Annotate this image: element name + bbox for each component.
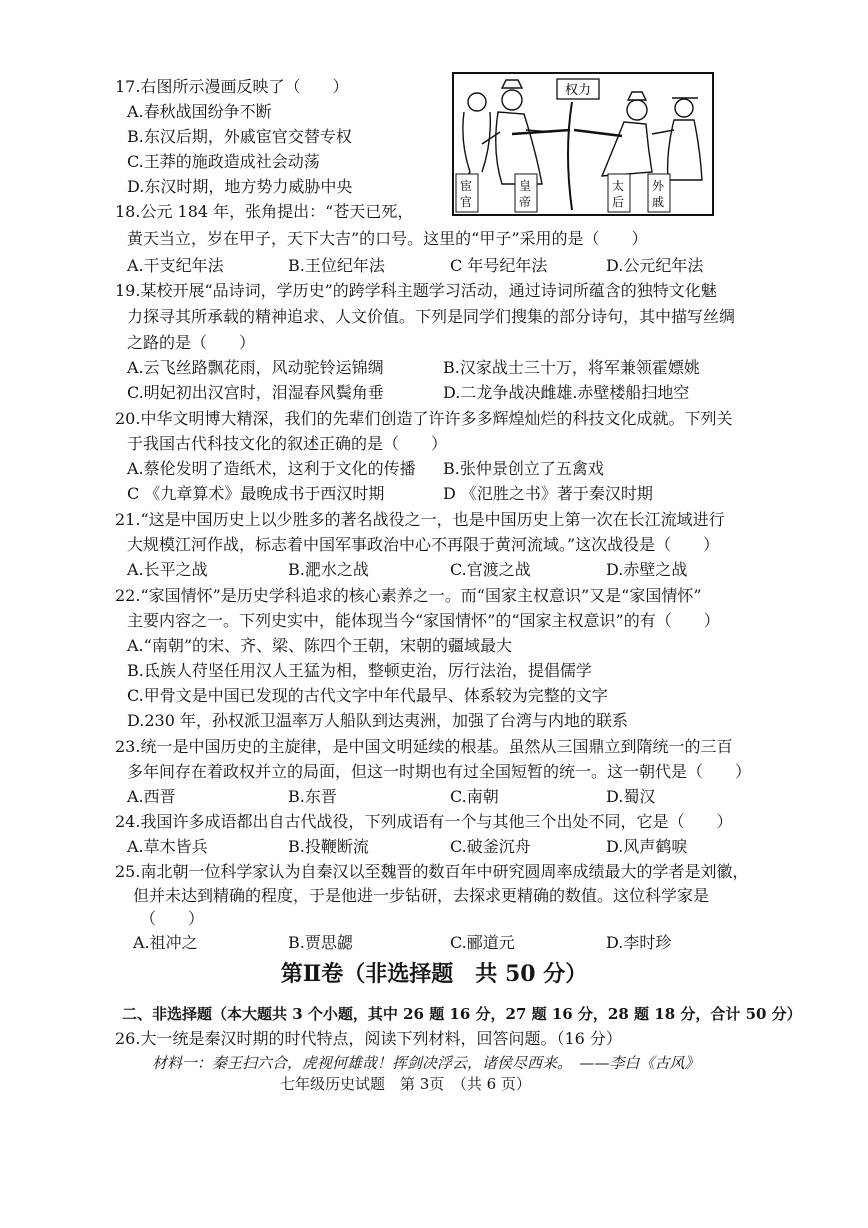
q18-line-1: 18.公元 184 年，张角提出：“苍天已死， (115, 202, 414, 221)
q17-option-a[interactable]: A.春秋战国纷争不断 (127, 102, 272, 121)
cartoon-label-power: 权力 (564, 83, 592, 98)
q20-line-1: 20.中华文明博大精深，我们的先辈们创造了许许多多辉煌灿烂的科技文化成就。下列关 (115, 409, 733, 428)
q19-line-3: 之路的是（ ） (127, 333, 256, 352)
q18-option-b[interactable]: B.王位纪年法 (288, 256, 385, 275)
q22-line-1: 22.“家国情怀”是历史学科追求的核心素养之一。而“国家主权意识”又是“家国情怀” (115, 586, 702, 605)
cartoon-label-emperor: 皇帝 (519, 179, 532, 209)
q20-option-a[interactable]: A.蔡伦发明了造纸术，这利于文化的传播 (127, 459, 416, 478)
q22-option-a[interactable]: A.“南朝”的宋、齐、梁、陈四个王朝，宋朝的疆域最大 (127, 636, 513, 655)
q25-line-3: （ ） (140, 909, 205, 928)
q23-option-c[interactable]: C.南朝 (450, 787, 499, 806)
q19-option-b[interactable]: B.汉家战士三十万，将军兼领霍嫖姚 (443, 358, 700, 377)
q17-stem: 17.右图所示漫画反映了（ ） (115, 77, 349, 96)
q19-option-c[interactable]: C.明妃初出汉宫时，泪湿春风鬓角垂 (127, 383, 384, 402)
q22-option-b[interactable]: B.氐族人苻坚任用汉人王猛为相，整顿吏治，厉行法治，提倡儒学 (127, 661, 592, 680)
q24-line-1: 24.我国许多成语都出自古代战役，下列成语有一个与其他三个出处不同，它是（ ） (115, 812, 733, 831)
q25-line-1: 25.南北朝一位科学家认为自秦汉以至魏晋的数百年中研究圆周率成绩最大的学者是刘徽， (115, 862, 749, 881)
q26-material-1: 材料一：秦王扫六合，虎视何雄哉！挥剑决浮云，诸侯尽西来。 ——李白《古风》 (152, 1054, 700, 1072)
q19-line-1: 19.某校开展“品诗词，学历史”的跨学科主题学习活动，通过诗词所蕴含的独特文化魅 (115, 281, 717, 300)
q17-option-b[interactable]: B.东汉后期，外戚宦官交替专权 (127, 127, 352, 146)
q23-line-2: 多年间存在着政权并立的局面，但这一时期也有过全国短暂的统一。这一朝代是（ ） (127, 762, 752, 781)
q19-option-a[interactable]: A.云飞丝路飘花雨，风动驼铃运锦绸 (127, 358, 384, 377)
cartoon-label-eunuch: 宦官 (460, 179, 473, 209)
q23-option-b[interactable]: B.东晋 (288, 787, 337, 806)
q21-option-c[interactable]: C.官渡之战 (450, 560, 531, 579)
q23-line-1: 23.统一是中国历史的主旋律，是中国文明延续的根基。虽然从三国鼎立到隋统一的三百 (115, 737, 733, 756)
q23-option-a[interactable]: A.西晋 (127, 787, 176, 806)
q17-cartoon-image (452, 72, 714, 216)
q25-option-b[interactable]: B.贾思勰 (288, 933, 353, 952)
q18-option-d[interactable]: D.公元纪年法 (606, 256, 704, 275)
q20-option-b[interactable]: B.张仲景创立了五禽戏 (443, 459, 604, 478)
q25-option-a[interactable]: A.祖冲之 (133, 933, 198, 952)
q23-option-d[interactable]: D.蜀汉 (606, 787, 656, 806)
page-footer: 七年级历史试题 第 3页 （共 6 页） (280, 1075, 531, 1093)
q24-option-b[interactable]: B.投鞭断流 (288, 837, 369, 856)
q19-option-d[interactable]: D.二龙争战决雌雄.赤壁楼船扫地空 (443, 383, 690, 402)
section-ii-header: 二、非选择题（本大题共 3 个小题，其中 26 题 16 分，27 题 16 分，28 题 18 分，合计 50 分） (122, 1005, 802, 1023)
q24-option-d[interactable]: D.风声鹤唳 (606, 837, 688, 856)
q20-line-2: 于我国古代科技文化的叙述正确的是（ ） (127, 434, 448, 453)
q20-option-c[interactable]: C 《九章算术》最晚成书于西汉时期 (127, 484, 385, 503)
q18-option-c[interactable]: C 年号纪年法 (450, 256, 548, 275)
q20-option-d[interactable]: D 《氾胜之书》著于秦汉时期 (443, 484, 653, 503)
q21-line-1: 21.“这是中国历史上以少胜多的著名战役之一，也是中国历史上第一次在长江流域进行 (115, 510, 725, 529)
q25-option-d[interactable]: D.李时珍 (606, 933, 672, 952)
q21-line-2: 大规模江河作战，标志着中国军事政治中心不再限于黄河流域。”这次战役是（ ） (127, 535, 720, 554)
q21-option-a[interactable]: A.长平之战 (127, 560, 208, 579)
q22-line-2: 主要内容之一。下列史实中，能体现当今“家国情怀”的“国家主权意识”的有（ ） (127, 611, 720, 630)
q21-option-d[interactable]: D.赤壁之战 (606, 560, 688, 579)
q21-option-b[interactable]: B.淝水之战 (288, 560, 369, 579)
cartoon-label-consort-kin: 外戚 (652, 179, 665, 209)
q24-option-a[interactable]: A.草木皆兵 (127, 837, 208, 856)
q25-option-c[interactable]: C.郦道元 (450, 933, 515, 952)
q22-option-d[interactable]: D.230 年，孙权派卫温率万人船队到达夷洲，加强了台湾与内地的联系 (127, 711, 628, 730)
q18-option-a[interactable]: A.干支纪年法 (127, 256, 224, 275)
q22-option-c[interactable]: C.甲骨文是中国已发现的古代文字中年代最早、体系较为完整的文字 (127, 686, 608, 705)
q19-line-2: 力探寻其所承载的精神追求、人文价值。下列是同学们搜集的部分诗句，其中描写丝绸 (127, 307, 736, 326)
q18-line-2: 黄天当立，岁在甲子，天下大吉”的口号。这里的“甲子”采用的是（ ） (127, 229, 648, 248)
q26-stem: 26.大一统是秦汉时期的时代特点，阅读下列材料，回答问题。（16 分） (115, 1029, 622, 1048)
q17-option-d[interactable]: D.东汉时期，地方势力威胁中央 (127, 177, 353, 196)
q25-line-2: 但并未达到精确的程度，于是他进一步钻研，去探求更精确的数值。这位科学家是 (133, 886, 710, 905)
q24-option-c[interactable]: C.破釜沉舟 (450, 837, 531, 856)
section-ii-title: 第Ⅱ卷（非选择题 共 50 分） (280, 961, 588, 987)
q17-option-c[interactable]: C.王莽的施政造成社会动荡 (127, 152, 320, 171)
cartoon-label-empress-dowager: 太后 (612, 179, 625, 209)
